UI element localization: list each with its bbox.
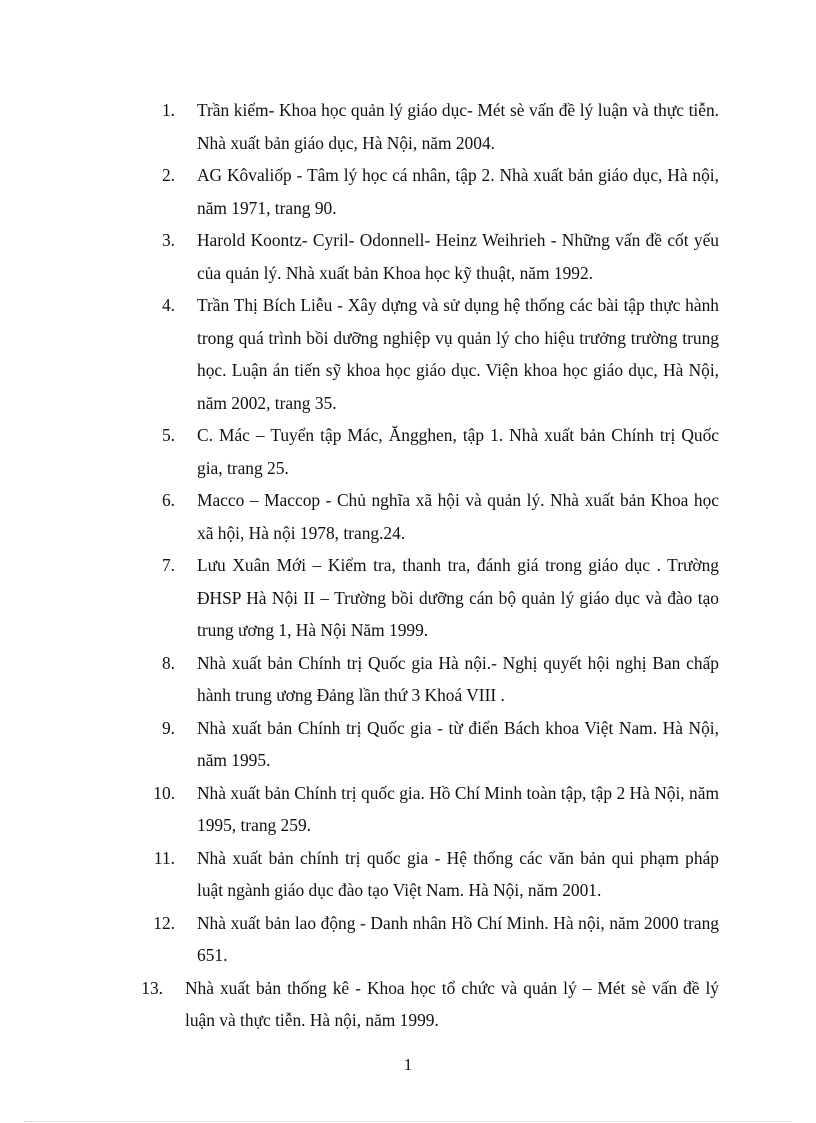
reference-number: 9. (161, 717, 175, 738)
reference-number: 1. (161, 100, 175, 120)
reference-text: Nhà xuất bản Chính trị quốc gia. Hồ Chí Minh toàn tập, tập 2 Hà Nội, năm 1995, trang 259. (197, 782, 719, 835)
reference-item (0, 419, 816, 484)
reference-number: 12. (153, 912, 175, 933)
reference-item (0, 549, 816, 647)
reference-item (0, 712, 816, 777)
reference-text: Trần kiểm- Khoa học quản lý giáo dục- Mét sè vấn đề lý luận và thực tiễn. Nhà xuất bản giáo dục, Hà Nội, năm 2004. (197, 100, 719, 153)
reference-number: 2. (161, 165, 175, 185)
reference-number: 13. (141, 977, 163, 998)
reference-text: Nhà xuất bản Chính trị Quốc gia - từ điển Bách khoa Việt Nam. Hà Nội, năm 1995. (197, 717, 719, 770)
reference-number: 10. (153, 782, 175, 803)
reference-text: Trần Thị Bích Liễu - Xây dựng và sử dụng hệ thống các bài tập thực hành trong quá trình bồi dưỡng nghiệp vụ quản lý cho hiệu trưởng trường trung học. Luận án tiến sỹ khoa học giáo dục. Viện khoa học giáo dục, Hà Nội, năm 2002, trang 35. (197, 295, 719, 413)
reference-item (0, 484, 816, 549)
reference-text: AG Kôvaliốp - Tâm lý học cá nhân, tập 2. Nhà xuất bản giáo dục, Hà nội, năm 1971, trang 90. (197, 165, 719, 218)
reference-item (0, 907, 816, 972)
reference-item (0, 224, 816, 289)
reference-text: Nhà xuất bản thống kê - Khoa học tổ chức và quản lý – Mét sè vấn đề lý luận và thực tiễn. Hà nội, năm 1999. (185, 977, 719, 1030)
reference-item (0, 972, 816, 1037)
reference-number: 4. (161, 295, 175, 315)
reference-number: 7. (161, 555, 175, 575)
reference-text: Nhà xuất bản chính trị quốc gia - Hệ thống các văn bản qui phạm pháp luật ngành giáo dục đào tạo Việt Nam. Hà Nội, năm 2001. (197, 847, 719, 900)
reference-item (0, 159, 816, 224)
reference-number: 8. (161, 652, 175, 673)
reference-item (0, 289, 816, 419)
reference-text: Nhà xuất bản Chính trị Quốc gia Hà nội.- Nghị quyết hội nghị Ban chấp hành trung ương Đảng lần thứ 3 Khoá VIII . (197, 652, 719, 705)
footer-divider (24, 1121, 792, 1122)
reference-text: C. Mác – Tuyển tập Mác, Ăngghen, tập 1. Nhà xuất bản Chính trị Quốc gia, trang 25. (197, 425, 719, 478)
reference-text: Macco – Maccop - Chủ nghĩa xã hội và quản lý. Nhà xuất bản Khoa học xã hội, Hà nội 1978, trang.24. (197, 490, 719, 543)
reference-text: Harold Koontz- Cyril- Odonnell- Heinz Weihrieh - Những vấn đề cốt yếu của quản lý. Nhà xuất bản Khoa học kỹ thuật, năm 1992. (197, 230, 719, 283)
reference-text: Nhà xuất bản lao động - Danh nhân Hồ Chí Minh. Hà nội, năm 2000 trang 651. (197, 912, 719, 965)
page-number: 1 (403, 1055, 413, 1074)
reference-number: 6. (161, 490, 175, 510)
reference-number: 11. (153, 847, 175, 868)
reference-list (0, 94, 816, 1037)
reference-number: 5. (161, 425, 175, 445)
reference-text: Lưu Xuân Mới – Kiểm tra, thanh tra, đánh giá trong giáo dục . Trường ĐHSP Hà Nội II – Trường bồi dưỡng cán bộ quản lý giáo dục và đào tạo trung ương 1, Hà Nội Năm 1999. (197, 555, 719, 640)
reference-item (0, 842, 816, 907)
reference-item (0, 94, 816, 159)
reference-number: 3. (161, 230, 175, 250)
reference-item (0, 647, 816, 712)
reference-item (0, 777, 816, 842)
